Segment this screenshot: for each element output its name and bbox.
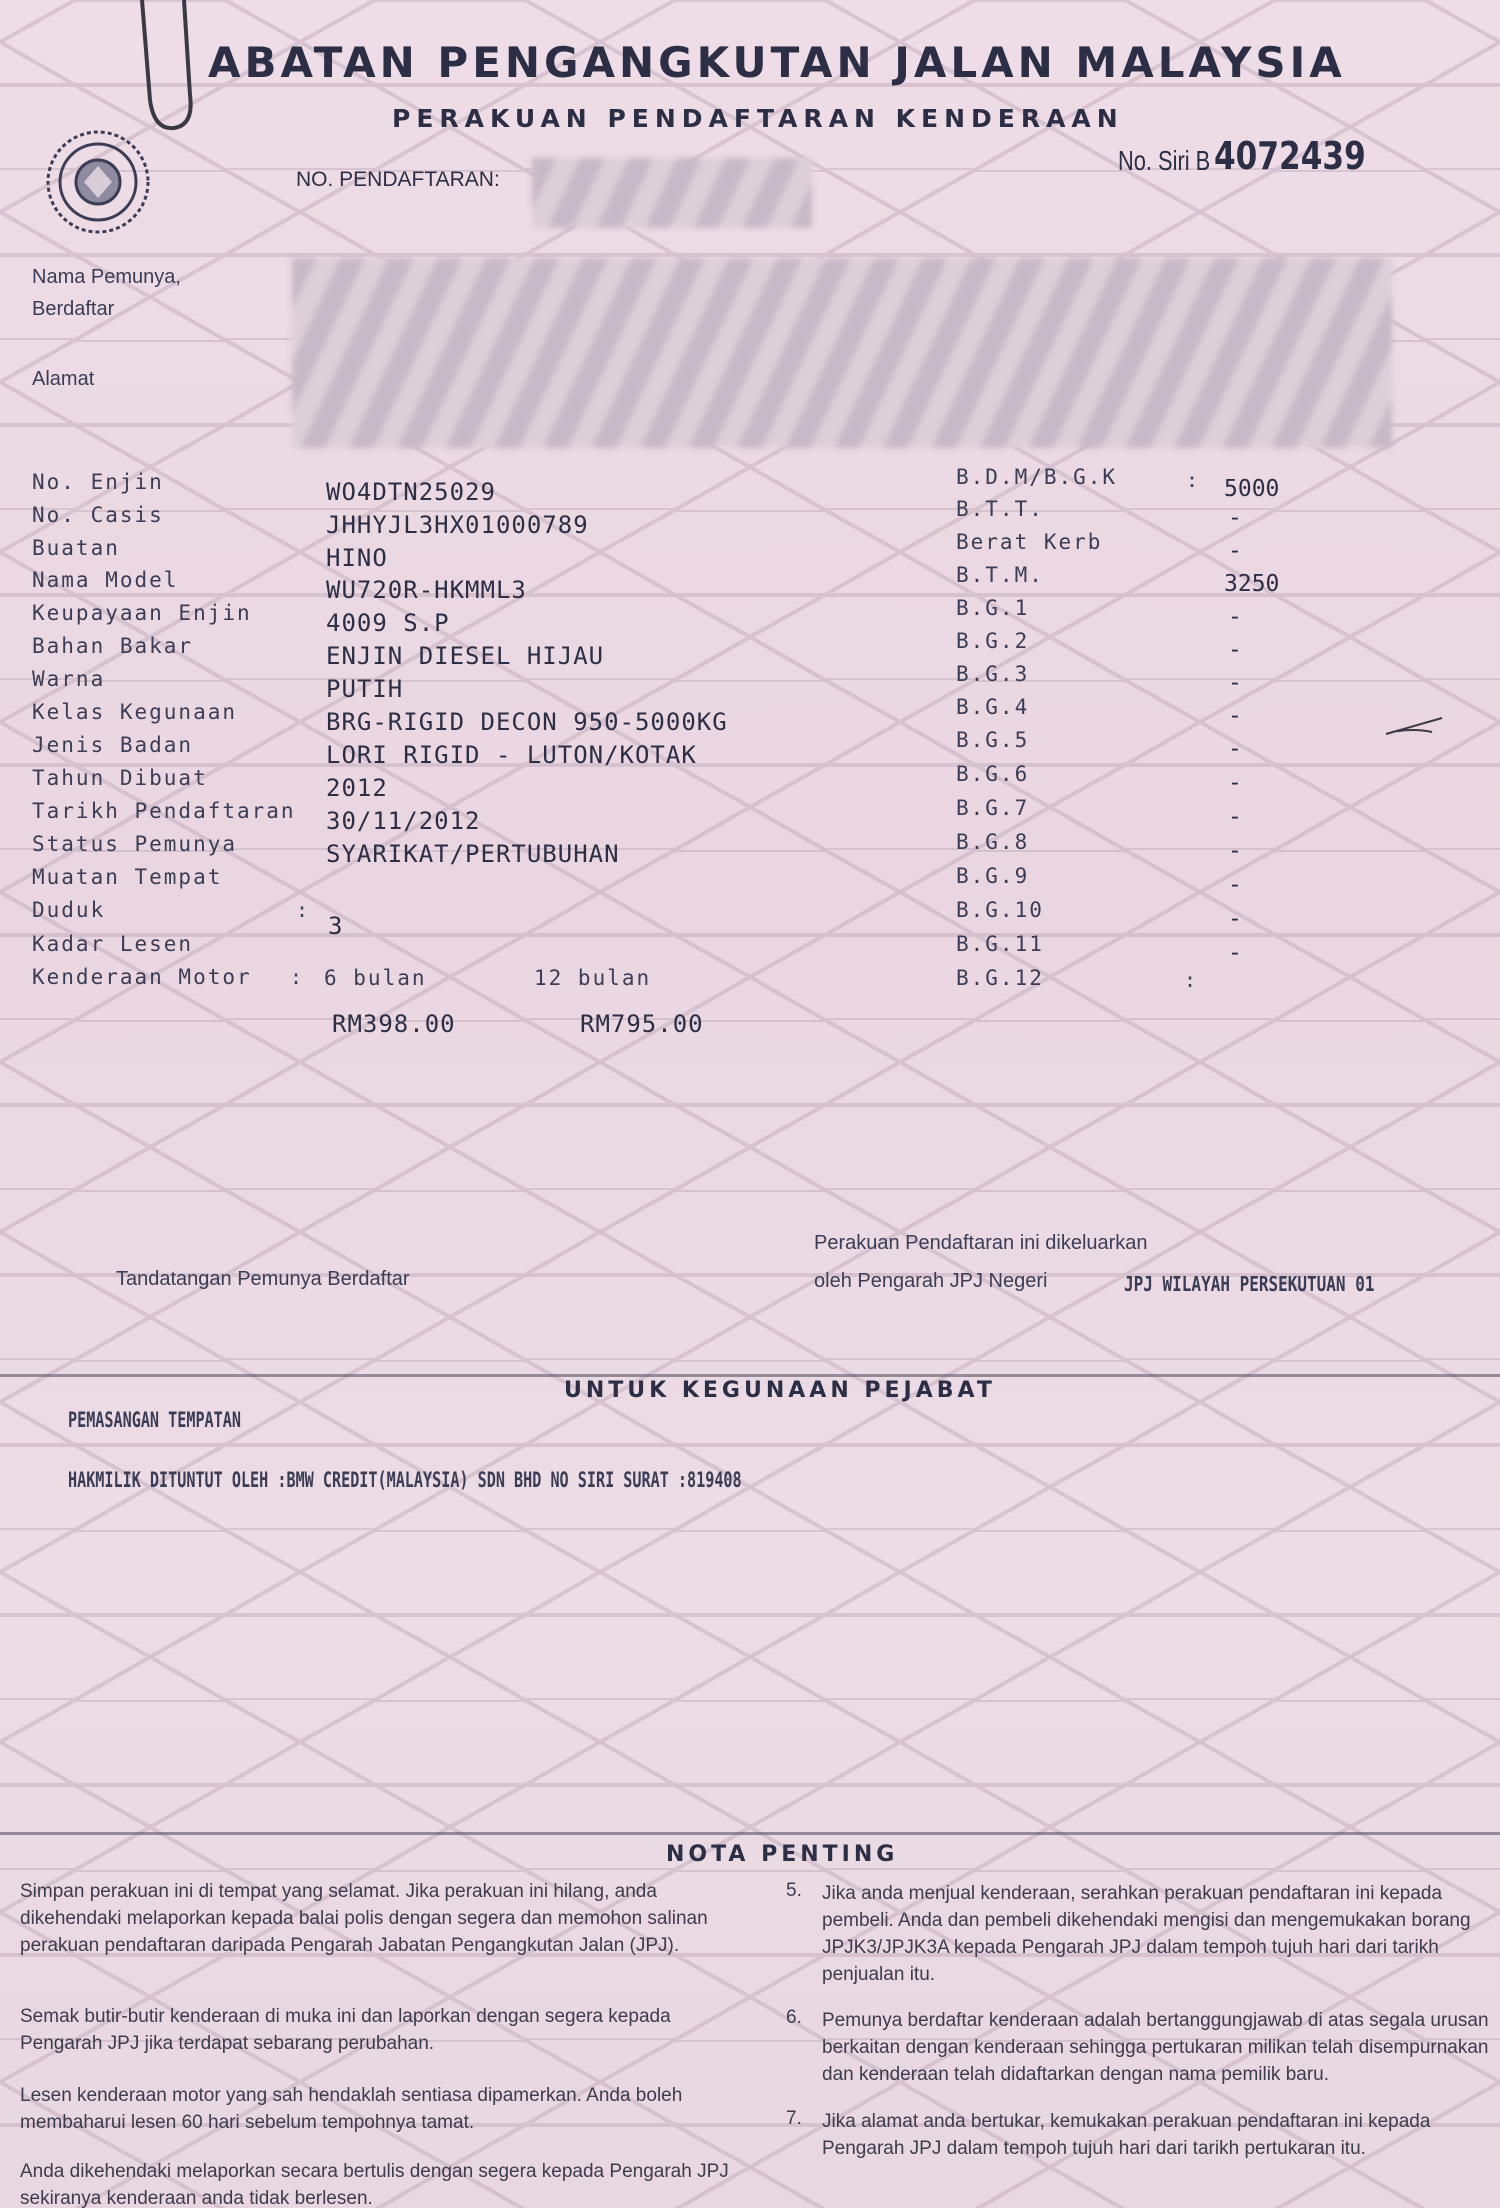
address-label: Alamat <box>32 368 95 390</box>
license-period-12: 12 bulan <box>534 966 652 990</box>
weight-value: - <box>1228 736 1242 762</box>
serial-number: 4072439 <box>1214 134 1366 178</box>
colon: : <box>290 965 303 989</box>
year-made: 2012 <box>326 774 388 802</box>
field-label: Muatan Tempat <box>32 865 223 889</box>
model-name: WU720R-HKMML3 <box>326 576 527 604</box>
body-type: LORI RIGID - LUTON/KOTAK <box>326 741 697 769</box>
note-number: 7. <box>786 2108 802 2129</box>
note-item: Jika alamat anda bertukar, kemukakan perakuan pendaftaran ini kepada Pengarah JPJ dalam tempoh tujuh hari dari tarikh pertukaran itu. <box>822 2111 1431 2159</box>
field-label: Bahan Bakar <box>32 634 194 658</box>
issuing-office: JPJ WILAYAH PERSEKUTUAN 01 <box>1124 1272 1375 1296</box>
note-item: Lesen kenderaan motor yang sah hendaklah sentiasa dipamerkan. Anda boleh membaharui lesen 60 hari sebelum tempohnya tamat. <box>20 2085 683 2133</box>
divider <box>0 1374 1500 1377</box>
field-label: Nama Model <box>32 568 179 592</box>
weight-label: B.G.8 <box>956 830 1030 854</box>
chassis-number: JHHYJL3HX01000789 <box>326 511 589 539</box>
make: HINO <box>326 544 388 572</box>
weight-label: B.G.2 <box>956 629 1030 653</box>
engine-number: WO4DTN25029 <box>326 478 496 506</box>
paper-clip-icon <box>132 0 212 140</box>
issued-text-2: oleh Pengarah JPJ Negeri <box>814 1270 1048 1292</box>
registration-label: NO. PENDAFTARAN: <box>296 168 500 191</box>
field-label: Buatan <box>32 536 120 560</box>
weight-label: B.T.T. <box>956 497 1044 521</box>
field-label: No. Casis <box>32 503 164 527</box>
jpj-seal-icon <box>44 128 152 236</box>
owner-details-redacted <box>292 258 1392 448</box>
registration-number-redacted <box>532 158 812 228</box>
weight-label: B.T.M. <box>956 563 1044 587</box>
license-fee-12: RM795.00 <box>580 1010 704 1038</box>
field-label: Kenderaan Motor <box>32 965 252 989</box>
weight-label: B.G.12 <box>956 966 1044 990</box>
colon: : <box>1184 968 1197 992</box>
weight-label: B.G.9 <box>956 864 1030 888</box>
weight-label: B.G.3 <box>956 662 1030 686</box>
weight-label: B.G.4 <box>956 695 1030 719</box>
weight-kerb: - <box>1228 538 1242 564</box>
weight-btm: 3250 <box>1224 571 1280 597</box>
weight-label: B.G.7 <box>956 796 1030 820</box>
note-item: Anda dikehendaki melaporkan secara bertulis dengan segera kepada Pengarah JPJ sekiranya kenderaan anda tidak berlesen. <box>20 2161 729 2208</box>
weight-value: - <box>1228 838 1242 864</box>
field-label: Status Pemunya <box>32 832 238 856</box>
field-label: Jenis Badan <box>32 733 194 757</box>
ownership-claim-line: HAKMILIK DITUNTUT OLEH :BMW CREDIT(MALAYSIA) SDN BHD NO SIRI SURAT :819408 <box>68 1468 742 1492</box>
weight-value: - <box>1228 804 1242 830</box>
certificate-subtitle: PERAKUAN PENDAFTARAN KENDERAAN <box>392 104 1124 133</box>
weight-value: - <box>1228 604 1242 630</box>
field-label: Duduk <box>32 898 106 922</box>
field-label: Kelas Kegunaan <box>32 700 238 724</box>
field-label: Tahun Dibuat <box>32 766 208 790</box>
serial-label: No. Siri B <box>1118 145 1211 176</box>
weight-value: - <box>1228 940 1242 966</box>
field-label: Keupayaan Enjin <box>32 601 252 625</box>
important-notes-heading: NOTA PENTING <box>666 1842 899 1867</box>
divider <box>0 1832 1500 1835</box>
owner-signature-label: Tandatangan Pemunya Berdaftar <box>116 1268 410 1290</box>
colour: PUTIH <box>326 675 404 703</box>
weight-label: B.G.5 <box>956 728 1030 752</box>
field-label: Kadar Lesen <box>32 932 194 956</box>
weight-value: - <box>1228 670 1242 696</box>
note-item: Jika anda menjual kenderaan, serahkan perakuan pendaftaran ini kepada pembeli. Anda dan pembeli dikehendaki mengisi dan mengemukakan borang JPJK3/JPJK3A kepada Pengarah JPJ dalam tempoh tujuh hari dari tarikh penjualan itu. <box>822 1883 1471 1985</box>
office-assembly-line: PEMASANGAN TEMPATAN <box>68 1408 241 1432</box>
colon: : <box>1186 468 1199 492</box>
weight-label: B.G.11 <box>956 932 1044 956</box>
field-label: Tarikh Pendaftaran <box>32 799 296 823</box>
weight-value: - <box>1228 872 1242 898</box>
weight-label: B.G.6 <box>956 762 1030 786</box>
weight-value: - <box>1228 770 1242 796</box>
pen-mark-icon <box>1384 712 1444 742</box>
fuel-type: ENJIN DIESEL HIJAU <box>326 642 605 670</box>
office-use-heading: UNTUK KEGUNAAN PEJABAT <box>564 1378 996 1403</box>
engine-capacity: 4009 S.P <box>326 609 450 637</box>
owner-name-label-2: Berdaftar <box>32 298 115 320</box>
seating: 3 <box>328 912 344 940</box>
field-label: No. Enjin <box>32 470 164 494</box>
owner-status: SYARIKAT/PERTUBUHAN <box>326 840 620 868</box>
weight-bdm: 5000 <box>1224 476 1280 502</box>
weight-btt: - <box>1228 505 1242 531</box>
field-label: Warna <box>32 667 106 691</box>
issued-text-1: Perakuan Pendaftaran ini dikeluarkan <box>814 1232 1148 1254</box>
note-number: 5. <box>786 1880 802 1901</box>
note-number: 6. <box>786 2007 802 2028</box>
colon: : <box>296 898 309 922</box>
license-fee-6: RM398.00 <box>332 1010 456 1038</box>
weight-label: B.G.1 <box>956 596 1030 620</box>
weight-value: - <box>1228 637 1242 663</box>
weight-label: Berat Kerb <box>956 530 1103 554</box>
note-item: Pemunya berdaftar kenderaan adalah bertanggungjawab di atas segala urusan berkaitan dengan kenderaan sehingga pertukaran milikan telah disempurnakan dan kenderaan telah didaftarkan dengan nama pemilik baru. <box>822 2010 1489 2085</box>
registration-date: 30/11/2012 <box>326 807 481 835</box>
owner-name-label: Nama Pemunya, <box>32 266 181 288</box>
weight-label: B.G.10 <box>956 898 1044 922</box>
weight-label: B.D.M/B.G.K <box>956 465 1118 489</box>
note-item: Simpan perakuan ini di tempat yang selamat. Jika perakuan ini hilang, anda dikehendaki melaporkan kepada balai polis dengan segera dan memohon salinan perakuan pendaftaran daripada Pengarah Jabatan Pengangkutan Jalan (JPJ). <box>20 1881 708 1956</box>
weight-value: - <box>1228 906 1242 932</box>
license-period-6: 6 bulan <box>324 966 427 990</box>
note-item: Semak butir-butir kenderaan di muka ini dan laporkan dengan segera kepada Pengarah JPJ jika terdapat sebarang perubahan. <box>20 2006 671 2054</box>
weight-value: - <box>1228 703 1242 729</box>
usage-class: BRG-RIGID DECON 950-5000KG <box>326 708 728 736</box>
department-title: ABATAN PENGANGKUTAN JALAN MALAYSIA <box>208 38 1346 87</box>
